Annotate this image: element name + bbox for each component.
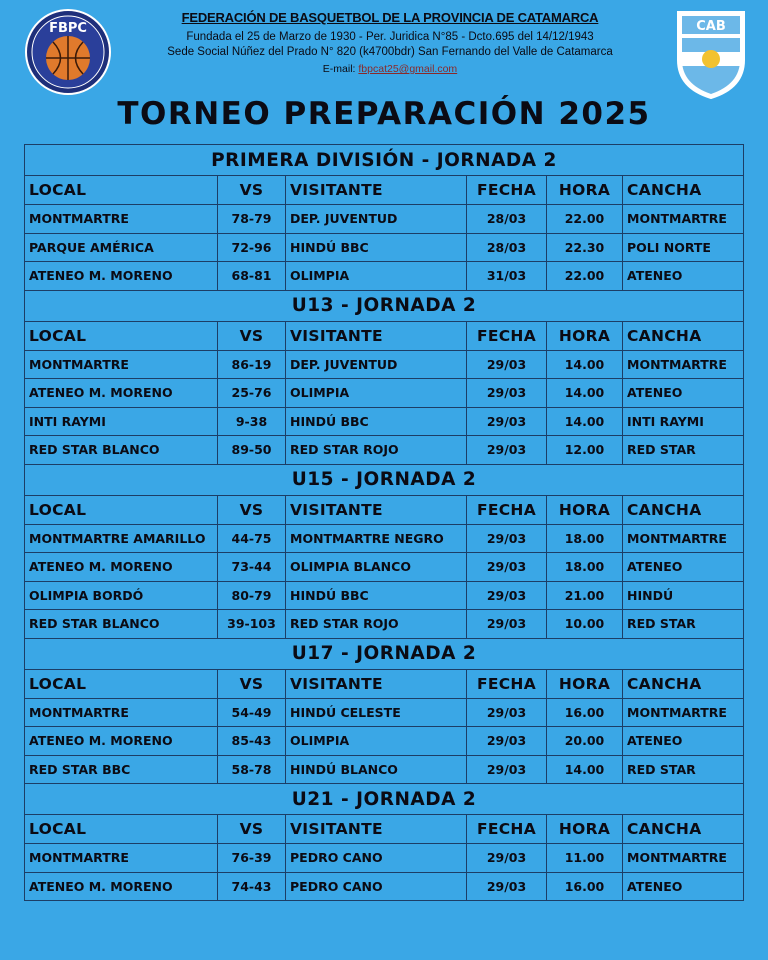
- match-time: 12.00: [547, 436, 623, 465]
- match-venue: ATENEO: [623, 727, 744, 756]
- match-local: MONTMARTRE: [25, 205, 218, 234]
- match-venue: MONTMARTRE: [623, 524, 744, 553]
- match-visitor: HINDÚ BLANCO: [286, 755, 467, 784]
- column-header-venue: CANCHA: [623, 321, 744, 350]
- column-header-time: HORA: [547, 815, 623, 844]
- email-label: E-mail:: [322, 63, 356, 75]
- match-time: 11.00: [547, 844, 623, 873]
- match-venue: MONTMARTRE: [623, 350, 744, 379]
- svg-text:CAB: CAB: [696, 19, 726, 34]
- match-visitor: HINDÚ CELESTE: [286, 698, 467, 727]
- column-header-score: VS: [218, 321, 286, 350]
- column-header-row: [25, 815, 744, 844]
- column-header-score: VS: [218, 815, 286, 844]
- match-score: 68-81: [218, 262, 286, 291]
- match-local: ATENEO M. MORENO: [25, 872, 218, 901]
- column-header-date: FECHA: [467, 495, 547, 524]
- section-title: U15 - JORNADA 2: [25, 464, 744, 495]
- match-row: [25, 407, 744, 436]
- column-header-visitor: VISITANTE: [286, 669, 467, 698]
- match-row: [25, 553, 744, 582]
- match-time: 18.00: [547, 524, 623, 553]
- column-header-time: HORA: [547, 495, 623, 524]
- match-venue: MONTMARTRE: [623, 205, 744, 234]
- federation-name: FEDERACIÓN DE BASQUETBOL DE LA PROVINCIA DE CATAMARCA: [181, 10, 599, 25]
- match-date: 28/03: [467, 205, 547, 234]
- match-local: RED STAR BLANCO: [25, 436, 218, 465]
- match-date: 29/03: [467, 755, 547, 784]
- email-link[interactable]: fbpcat25@gmail.com: [358, 63, 458, 75]
- match-time: 14.00: [547, 379, 623, 408]
- match-row: [25, 524, 744, 553]
- match-time: 21.00: [547, 581, 623, 610]
- match-row: [25, 844, 744, 873]
- match-visitor: PEDRO CANO: [286, 844, 467, 873]
- match-date: 29/03: [467, 581, 547, 610]
- match-venue: RED STAR: [623, 610, 744, 639]
- match-row: [25, 872, 744, 901]
- match-date: 29/03: [467, 436, 547, 465]
- match-row: [25, 581, 744, 610]
- column-header-local: LOCAL: [25, 495, 218, 524]
- column-header-date: FECHA: [467, 321, 547, 350]
- column-header-venue: CANCHA: [623, 669, 744, 698]
- match-score: 54-49: [218, 698, 286, 727]
- match-score: 39-103: [218, 610, 286, 639]
- column-header-venue: CANCHA: [623, 495, 744, 524]
- match-local: ATENEO M. MORENO: [25, 379, 218, 408]
- match-local: MONTMARTRE AMARILLO: [25, 524, 218, 553]
- foundation-line: Fundada el 25 de Marzo de 1930 - Per. Juridica N°85 - Dcto.695 del 14/12/1943: [186, 31, 594, 43]
- match-visitor: DEP. JUVENTUD: [286, 205, 467, 234]
- match-local: ATENEO M. MORENO: [25, 262, 218, 291]
- letterhead: [0, 0, 768, 100]
- match-score: 25-76: [218, 379, 286, 408]
- match-venue: MONTMARTRE: [623, 844, 744, 873]
- match-local: ATENEO M. MORENO: [25, 553, 218, 582]
- match-time: 16.00: [547, 698, 623, 727]
- section-title: U21 - JORNADA 2: [25, 784, 744, 815]
- column-header-local: LOCAL: [25, 176, 218, 205]
- column-header-time: HORA: [547, 176, 623, 205]
- column-header-local: LOCAL: [25, 815, 218, 844]
- match-score: 80-79: [218, 581, 286, 610]
- column-header-date: FECHA: [467, 176, 547, 205]
- match-local: MONTMARTRE: [25, 350, 218, 379]
- match-visitor: DEP. JUVENTUD: [286, 350, 467, 379]
- section-title-row: [25, 464, 744, 495]
- match-visitor: OLIMPIA: [286, 727, 467, 756]
- match-local: INTI RAYMI: [25, 407, 218, 436]
- svg-text:FBPC: FBPC: [49, 21, 87, 36]
- address-line: Sede Social Núñez del Prado N° 820 (k4700bdr) San Fernando del Valle de Catamarca: [167, 46, 613, 58]
- match-venue: HINDÚ: [623, 581, 744, 610]
- match-local: ATENEO M. MORENO: [25, 727, 218, 756]
- match-visitor: OLIMPIA: [286, 379, 467, 408]
- column-header-time: HORA: [547, 669, 623, 698]
- schedule-table: [24, 144, 744, 901]
- match-time: 14.00: [547, 407, 623, 436]
- match-date: 29/03: [467, 407, 547, 436]
- match-time: 22.00: [547, 205, 623, 234]
- match-date: 29/03: [467, 610, 547, 639]
- section-title: U13 - JORNADA 2: [25, 290, 744, 321]
- column-header-score: VS: [218, 495, 286, 524]
- match-score: 9-38: [218, 407, 286, 436]
- match-venue: RED STAR: [623, 436, 744, 465]
- column-header-venue: CANCHA: [623, 815, 744, 844]
- column-header-visitor: VISITANTE: [286, 815, 467, 844]
- column-header-time: HORA: [547, 321, 623, 350]
- match-visitor: HINDÚ BBC: [286, 581, 467, 610]
- match-visitor: MONTMARTRE NEGRO: [286, 524, 467, 553]
- match-date: 29/03: [467, 698, 547, 727]
- match-row: [25, 262, 744, 291]
- match-time: 10.00: [547, 610, 623, 639]
- match-date: 29/03: [467, 524, 547, 553]
- email-line: [130, 62, 650, 77]
- match-score: 89-50: [218, 436, 286, 465]
- match-visitor: OLIMPIA: [286, 262, 467, 291]
- section-title: U17 - JORNADA 2: [25, 638, 744, 669]
- match-venue: INTI RAYMI: [623, 407, 744, 436]
- match-date: 29/03: [467, 872, 547, 901]
- column-header-date: FECHA: [467, 669, 547, 698]
- column-header-visitor: VISITANTE: [286, 321, 467, 350]
- match-time: 16.00: [547, 872, 623, 901]
- column-header-date: FECHA: [467, 815, 547, 844]
- match-visitor: PEDRO CANO: [286, 872, 467, 901]
- match-row: [25, 350, 744, 379]
- match-date: 29/03: [467, 727, 547, 756]
- match-visitor: HINDÚ BBC: [286, 233, 467, 262]
- section-title-row: [25, 784, 744, 815]
- section-title-row: [25, 638, 744, 669]
- match-local: MONTMARTRE: [25, 844, 218, 873]
- column-header-visitor: VISITANTE: [286, 495, 467, 524]
- column-header-row: [25, 669, 744, 698]
- match-score: 44-75: [218, 524, 286, 553]
- match-score: 76-39: [218, 844, 286, 873]
- column-header-visitor: VISITANTE: [286, 176, 467, 205]
- letterhead-text: [130, 10, 650, 77]
- match-local: RED STAR BBC: [25, 755, 218, 784]
- match-local: OLIMPIA BORDÓ: [25, 581, 218, 610]
- match-time: 14.00: [547, 755, 623, 784]
- match-date: 29/03: [467, 350, 547, 379]
- match-time: 20.00: [547, 727, 623, 756]
- match-date: 31/03: [467, 262, 547, 291]
- section-title: PRIMERA DIVISIÓN - JORNADA 2: [25, 145, 744, 176]
- match-visitor: OLIMPIA BLANCO: [286, 553, 467, 582]
- tournament-title: TORNEO PREPARACIÓN 2025: [117, 96, 651, 132]
- match-row: [25, 436, 744, 465]
- match-score: 58-78: [218, 755, 286, 784]
- match-venue: ATENEO: [623, 379, 744, 408]
- section-title-row: [25, 290, 744, 321]
- match-row: [25, 205, 744, 234]
- fbpc-basketball-logo: [24, 8, 112, 96]
- match-venue: ATENEO: [623, 262, 744, 291]
- column-header-row: [25, 176, 744, 205]
- match-row: [25, 755, 744, 784]
- match-visitor: RED STAR ROJO: [286, 610, 467, 639]
- match-venue: ATENEO: [623, 553, 744, 582]
- match-venue: RED STAR: [623, 755, 744, 784]
- match-venue: POLI NORTE: [623, 233, 744, 262]
- match-score: 86-19: [218, 350, 286, 379]
- match-row: [25, 233, 744, 262]
- match-local: PARQUE AMÉRICA: [25, 233, 218, 262]
- match-row: [25, 727, 744, 756]
- match-time: 18.00: [547, 553, 623, 582]
- match-score: 74-43: [218, 872, 286, 901]
- match-score: 78-79: [218, 205, 286, 234]
- column-header-score: VS: [218, 669, 286, 698]
- match-local: MONTMARTRE: [25, 698, 218, 727]
- match-date: 29/03: [467, 553, 547, 582]
- column-header-score: VS: [218, 176, 286, 205]
- match-venue: MONTMARTRE: [623, 698, 744, 727]
- match-score: 85-43: [218, 727, 286, 756]
- match-local: RED STAR BLANCO: [25, 610, 218, 639]
- column-header-venue: CANCHA: [623, 176, 744, 205]
- column-header-local: LOCAL: [25, 321, 218, 350]
- match-row: [25, 610, 744, 639]
- match-date: 29/03: [467, 844, 547, 873]
- match-visitor: HINDÚ BBC: [286, 407, 467, 436]
- match-row: [25, 379, 744, 408]
- match-visitor: RED STAR ROJO: [286, 436, 467, 465]
- match-date: 29/03: [467, 379, 547, 408]
- column-header-row: [25, 321, 744, 350]
- match-score: 72-96: [218, 233, 286, 262]
- match-score: 73-44: [218, 553, 286, 582]
- match-date: 28/03: [467, 233, 547, 262]
- match-time: 14.00: [547, 350, 623, 379]
- match-time: 22.30: [547, 233, 623, 262]
- match-venue: ATENEO: [623, 872, 744, 901]
- section-title-row: [25, 145, 744, 176]
- match-row: [25, 698, 744, 727]
- column-header-row: [25, 495, 744, 524]
- cab-shield-logo: [676, 8, 746, 100]
- column-header-local: LOCAL: [25, 669, 218, 698]
- match-time: 22.00: [547, 262, 623, 291]
